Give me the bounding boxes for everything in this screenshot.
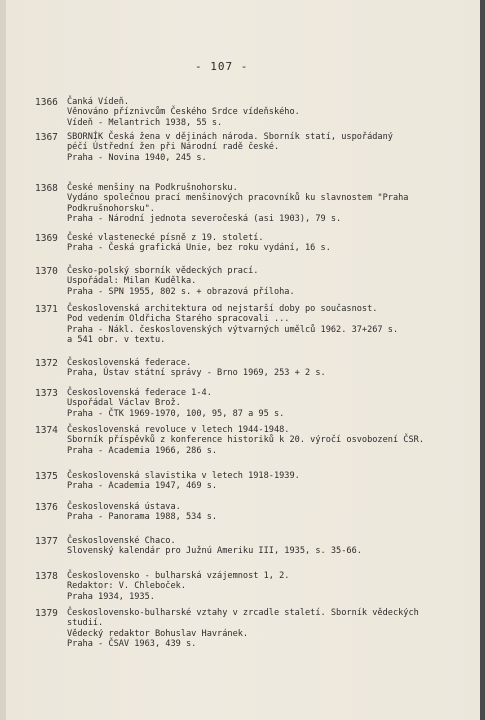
entry-line: Praha - Academia 1947, 469 s. — [67, 481, 218, 492]
entry-line: České menšiny na Podkrušnohorsku. — [67, 183, 238, 193]
entry-line: Československo-bulharské vztahy v zrcadle staletí. Sborník vědeckých — [67, 608, 419, 618]
entry-line: studií. — [67, 618, 104, 629]
entry-line: Pod vedením Oldřicha Starého spracovali ... — [67, 314, 290, 325]
entry-line: České vlastenecké písně z 19. století. — [67, 233, 264, 243]
entry-number: 1370 — [35, 266, 58, 277]
entry-number: 1372 — [35, 358, 58, 369]
entry-line: Praha - Česká grafická Unie, bez roku vydání, 16 s. — [67, 243, 331, 254]
entry-line: Praha - Novina 1940, 245 s. — [67, 152, 207, 163]
page-number: - 107 - — [195, 60, 249, 73]
entry-text — [67, 304, 398, 345]
entry-number: 1375 — [35, 471, 58, 482]
page-edge-left — [0, 0, 6, 720]
entry-line: Československo - bulharská vzájemnost 1, 2. — [67, 571, 290, 581]
entry-line: Československá ústava. — [67, 502, 181, 512]
entry-line: Vydáno společnou prací menšinových pracovníků ku slavnostem "Praha — [67, 193, 409, 204]
entry-number: 1367 — [35, 132, 58, 143]
entry-text — [67, 183, 408, 224]
entry-text — [67, 536, 362, 557]
entry-text — [67, 358, 326, 379]
entry-number: 1368 — [35, 183, 58, 194]
entry-line: Uspořádal: Milan Kudělka. — [67, 276, 197, 287]
entry-text — [67, 266, 295, 297]
entry-line: Slovenský kalendár pro Južnú Ameriku III, 1935, s. 35-66. — [67, 546, 362, 557]
entry-number: 1366 — [35, 97, 58, 108]
entry-number: 1378 — [35, 571, 58, 582]
entry-text — [67, 502, 217, 523]
entry-text — [67, 471, 300, 492]
entry-line: Praha 1934, 1935. — [67, 591, 155, 602]
entry-line: Uspořádal Václav Brož. — [67, 398, 181, 409]
entry-text — [67, 571, 289, 602]
entry-line: Čanká Vídeň. — [67, 97, 130, 107]
entry-line: Věnováno příznivcům Českého Srdce vídeňského. — [67, 107, 300, 118]
entry-line: Vídeň - Melantrich 1938, 55 s. — [67, 117, 223, 128]
entry-text — [67, 425, 424, 456]
entry-line: a 541 obr. v textu. — [67, 334, 166, 345]
entry-number: 1379 — [35, 608, 58, 619]
entry-text — [67, 132, 393, 163]
entry-line: Podkrušnohorsku". — [67, 203, 155, 214]
entry-line: Československá architektura od nejstarší doby po současnost. — [67, 304, 378, 314]
entry-text — [67, 608, 419, 649]
entry-line: Praha - ČSAV 1963, 439 s. — [67, 638, 197, 649]
entry-line: Československá federace. — [67, 358, 192, 368]
entry-line: Československá federace 1-4. — [67, 388, 212, 398]
entry-text — [67, 233, 331, 254]
entry-text — [67, 97, 300, 128]
entry-line: Praha, Ústav státní správy - Brno 1969, 253 + 2 s. — [67, 368, 326, 379]
entry-line: SBORNÍK Česká žena v dějinách národa. Sborník statí, uspořádaný — [67, 132, 393, 142]
entry-number: 1369 — [35, 233, 58, 244]
entry-line: Československé Chaco. — [67, 536, 176, 546]
entry-line: Praha - ČTK 1969-1970, 100, 95, 87 a 95 s. — [67, 408, 285, 419]
page-edge-right — [480, 0, 485, 720]
entry-line: Praha - Academia 1966, 286 s. — [67, 445, 218, 456]
entry-line: Praha - Nákl. československých výtvarných umělců 1962. 37+267 s. — [67, 324, 399, 335]
entry-line: péčí Ústřední žen při Národní radě české. — [67, 142, 280, 153]
entry-line: Praha - Národní jednota severočeská (asi 1903), 79 s. — [67, 213, 342, 224]
entry-line: Vědecký redaktor Bohuslav Havránek. — [67, 628, 249, 639]
entry-number: 1371 — [35, 304, 58, 315]
entry-number: 1377 — [35, 536, 58, 547]
entry-line: Československá slavistika v letech 1918-1939. — [67, 471, 300, 481]
entry-line: Česko-polský sborník vědeckých prací. — [67, 266, 259, 276]
entry-text — [67, 388, 284, 419]
entry-number: 1374 — [35, 425, 58, 436]
entry-line: Sborník příspěvků z konference historiků k 20. výročí osvobození ČSR. — [67, 435, 424, 446]
entry-number: 1373 — [35, 388, 58, 399]
entry-line: Praha - SPN 1955, 802 s. + obrazová příloha. — [67, 286, 295, 297]
entry-number: 1376 — [35, 502, 58, 513]
entry-line: Praha - Panorama 1988, 534 s. — [67, 512, 218, 523]
entry-line: Redaktor: V. Chleboček. — [67, 581, 186, 592]
entry-line: Československá revoluce v letech 1944-1948. — [67, 425, 290, 435]
